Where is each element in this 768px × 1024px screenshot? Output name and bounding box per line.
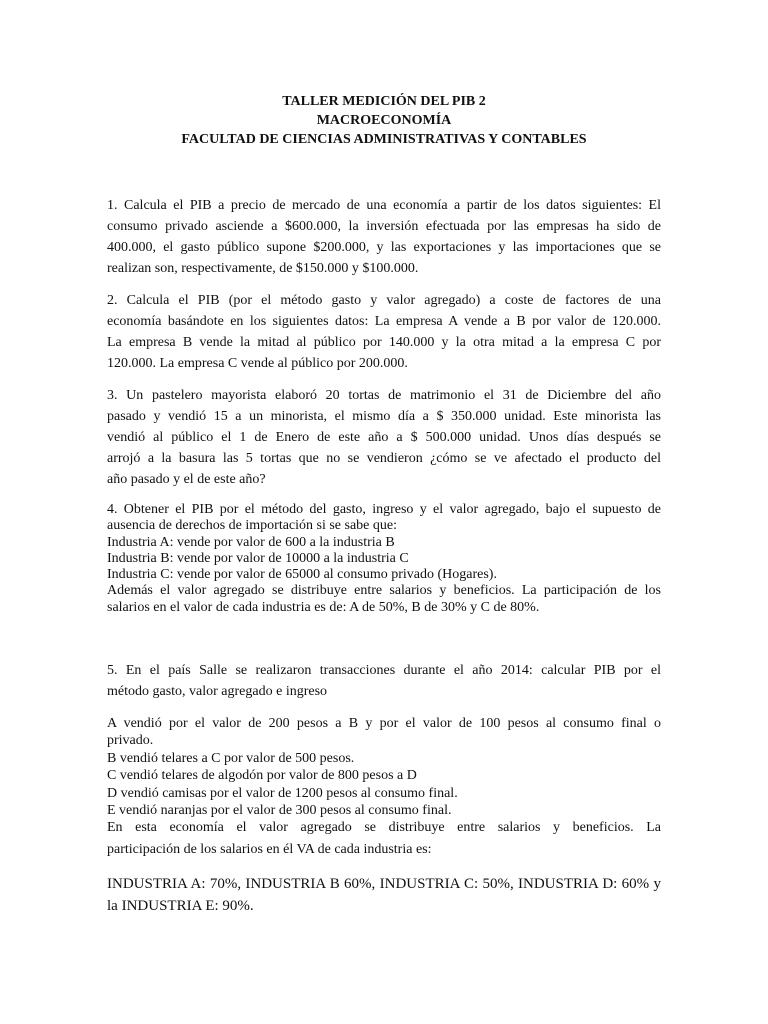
transaction-line: En esta economía el valor agregado se distribuye entre salarios y beneficios. La [107,820,661,836]
question-4-line: Industria B: vende por valor de 10000 a la industria C [107,550,409,566]
transaction-line: privado. [107,733,154,749]
transaction-line: E vendió naranjas por el valor de 300 pesos al consumo final. [107,803,452,819]
question-5-transactions [107,715,661,858]
question-1-line: 400.000, el gasto público supone $200.000, y las exportaciones y las importaciones que se [107,240,661,255]
question-4 [107,502,661,616]
question-4-line: ausencia de derechos de importación si se sabe que: [107,518,398,534]
question-3-line: pasado y vendió 15 a un minorista, el mismo día a $ 350.000 unidad. Este minorista las [107,409,661,424]
shares-line: la INDUSTRIA E: 90%. [107,898,254,914]
header-subject: MACROECONOMÍA [316,113,452,128]
question-3-line: 3. Un pastelero mayorista elaboró 20 tortas de matrimonio el 31 de Diciembre del año [107,388,661,403]
question-4-line: Industria A: vende por valor de 600 a la industria B [107,534,395,550]
question-2 [107,290,661,374]
question-4-line: 4. Obtener el PIB por el método del gasto, ingreso y el valor agregado, bajo el supuesto de [107,502,661,517]
transaction-line: C vendió telares de algodón por valor de 800 pesos a D [107,768,417,784]
header-faculty: FACULTAD DE CIENCIAS ADMINISTRATIVAS Y CONTABLES [181,132,587,147]
question-1-line: 1. Calcula el PIB a precio de mercado de una economía a partir de los datos siguientes: El [107,198,661,213]
transaction-line: D vendió camisas por el valor de 1200 pesos al consumo final. [107,785,458,801]
question-4-line: salarios en el valor de cada industria es de: A de 50%, B de 30% y C de 80%. [107,599,540,615]
question-1-line: consumo privado asciende a $600.000, la inversión efectuada por las empresas ha sido de [107,219,661,234]
question-3 [107,385,661,490]
question-2-line: 2. Calcula el PIB (por el método gasto y valor agregado) a coste de factores de una [107,293,661,308]
question-5-line: 5. En el país Salle se realizaron transacciones durante el año 2014: calcular PIB por el [107,663,661,678]
question-2-line: 120.000. La empresa C vende al público por 200.000. [107,356,408,371]
question-1-line: realizan son, respectivamente, de $150.000 y $100.000. [107,261,419,276]
question-4-line: Industria C: vende por valor de 65000 al consumo privado (Hogares). [107,567,497,583]
transaction-line: A vendió por el valor de 200 pesos a B y por el valor de 100 pesos al consumo final o [107,716,661,731]
header-title: TALLER MEDICIÓN DEL PIB 2 [282,94,486,109]
industry-wage-shares [107,873,661,917]
question-3-line: vendió al público el 1 de Enero de este año a $ 500.000 unidad. Unos días después se [107,430,661,445]
question-2-line: economía basándote en los siguientes datos: La empresa A vende a B por valor de 120.000. [107,314,661,329]
question-2-line: La empresa B vende la mitad al público por 140.000 y la otra mitad a la empresa C por [107,335,661,350]
question-1 [107,195,661,279]
question-5-intro [107,660,661,702]
transaction-line: participación de los salarios en él VA de cada industria es: [107,841,432,857]
question-5-line: método gasto, valor agregado e ingreso [107,684,328,699]
transaction-line: B vendió telares a C por valor de 500 pesos. [107,750,355,766]
question-3-line: arrojó a la basura las 5 tortas que no se vendieron ¿cómo se ve afectado el producto del [107,451,661,466]
question-4-line: Además el valor agregado se distribuye entre salarios y beneficios. La participación de los [107,583,661,599]
document-header [0,92,768,149]
question-3-line: año pasado y el de este año? [107,472,266,487]
shares-line: INDUSTRIA A: 70%, INDUSTRIA B 60%, INDUSTRIA C: 50%, INDUSTRIA D: 60% y [107,876,661,892]
